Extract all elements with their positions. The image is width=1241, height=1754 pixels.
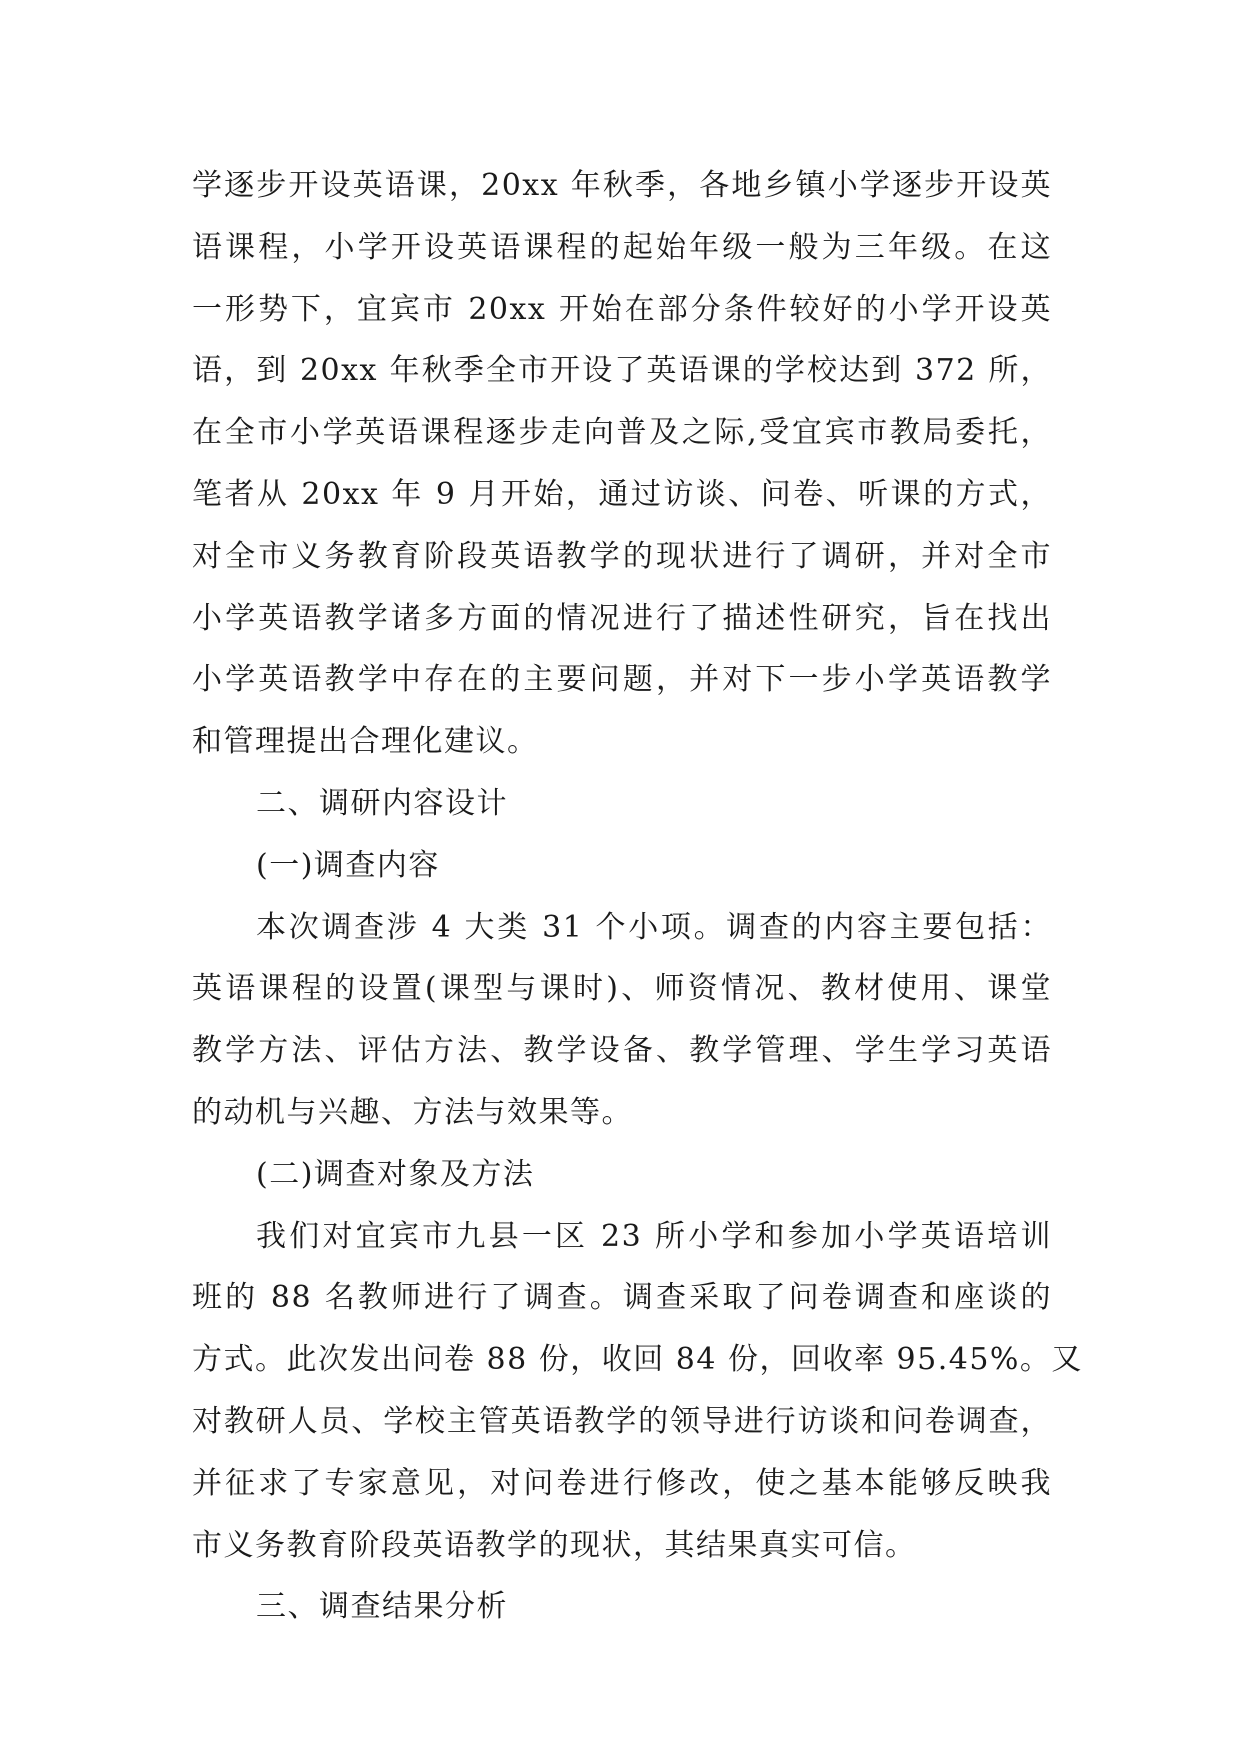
text-line: 并征求了专家意见，对问卷进行修改，使之基本能够反映我 bbox=[192, 1465, 1052, 1501]
body-text bbox=[192, 155, 1083, 1638]
subsection-heading: (二)调查对象及方法 bbox=[256, 1156, 535, 1192]
text-line: 小学英语教学中存在的主要问题，并对下一步小学英语教学 bbox=[192, 662, 1052, 698]
section-heading: 二、调研内容设计 bbox=[256, 785, 508, 821]
text-line: 英语课程的设置(课型与课时)、师资情况、教材使用、课堂 bbox=[192, 971, 1052, 1007]
text-line: 笔者从 20xx 年 9 月开始，通过访谈、问卷、听课的方式， bbox=[192, 476, 1052, 512]
text-line: 市义务教育阶段英语教学的现状，其结果真实可信。 bbox=[192, 1527, 917, 1563]
text-line: 对教研人员、学校主管英语教学的领导进行访谈和问卷调查， bbox=[192, 1403, 1052, 1439]
text-line: 和管理提出合理化建议。 bbox=[192, 724, 539, 760]
text-line: 小学英语教学诸多方面的情况进行了描述性研究，旨在找出 bbox=[192, 600, 1052, 636]
text-line: 语课程，小学开设英语课程的起始年级一般为三年级。在这 bbox=[192, 229, 1052, 265]
text-line: 在全市小学英语课程逐步走向普及之际,受宜宾市教局委托， bbox=[192, 415, 1052, 451]
text-line: 方式。此次发出问卷 88 份，收回 84 份，回收率 95.45%。又 bbox=[192, 1342, 1083, 1378]
text-line: 学逐步开设英语课，20xx 年秋季，各地乡镇小学逐步开设英 bbox=[192, 168, 1052, 203]
section-heading: 三、调查结果分析 bbox=[256, 1589, 508, 1625]
text-line: 对全市义务教育阶段英语教学的现状进行了调研，并对全市 bbox=[192, 538, 1052, 574]
text-line: 我们对宜宾市九县一区 23 所小学和参加小学英语培训 bbox=[256, 1218, 1052, 1254]
subsection-heading: (一)调查内容 bbox=[256, 847, 440, 883]
text-line: 教学方法、评估方法、教学设备、教学管理、学生学习英语 bbox=[192, 1033, 1052, 1069]
text-line: 本次调查涉 4 大类 31 个小项。调查的内容主要包括： bbox=[256, 909, 1052, 945]
text-line: 一形势下，宜宾市 20xx 开始在部分条件较好的小学开设英 bbox=[192, 291, 1052, 327]
text-line: 语，到 20xx 年秋季全市开设了英语课的学校达到 372 所， bbox=[192, 353, 1052, 389]
text-line: 班的 88 名教师进行了调查。调查采取了问卷调查和座谈的 bbox=[192, 1280, 1052, 1316]
text-line: 的动机与兴趣、方法与效果等。 bbox=[192, 1094, 633, 1130]
